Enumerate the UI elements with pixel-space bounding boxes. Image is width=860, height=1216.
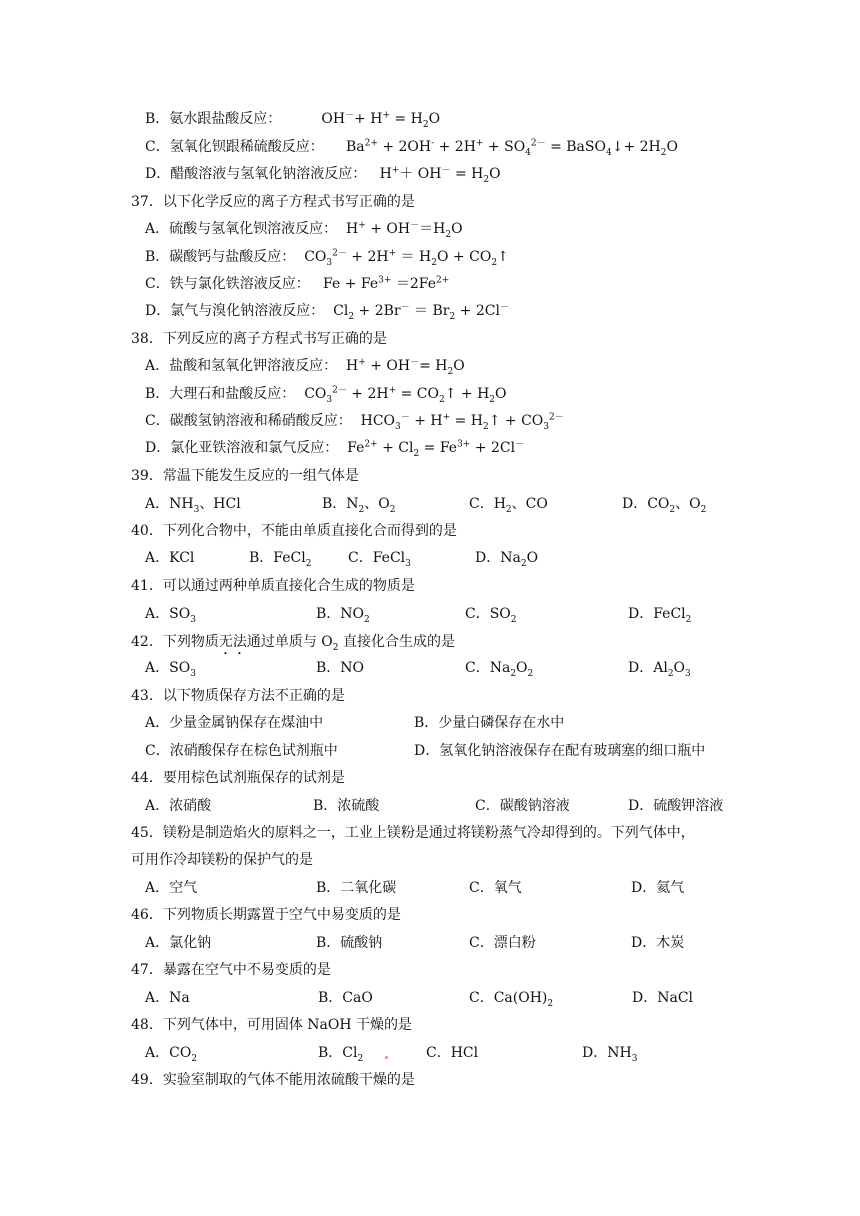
- question-text: 45．镁粉是制造焰火的原料之一，工业上镁粉是通过将镁粉蒸气冷却得到的。下列气体中，: [131, 825, 695, 841]
- option-text: D．$CO_2$、$O_2$: [622, 496, 707, 515]
- option-text: D．硫酸钾溶液: [628, 798, 724, 814]
- option-text: B．NO: [316, 660, 365, 676]
- option-text: B．$N_2$、$O_2$: [322, 496, 396, 515]
- option-text: A．KCl: [145, 550, 195, 566]
- option-text: B．$Cl_2$: [318, 1045, 364, 1064]
- option-text: B．浓硫酸: [313, 798, 380, 814]
- option-text: C．FeCl$_3$: [348, 550, 411, 569]
- question-text: 48．下列气体中，可用固体 NaOH 干燥的是: [131, 1017, 412, 1033]
- option-text: D．$Al_2O_3$: [628, 660, 691, 679]
- option-text: A．浓硝酸: [145, 798, 212, 814]
- option-text: A．空气: [145, 880, 198, 896]
- question-text: 可用作冷却镁粉的保护气的是: [131, 852, 313, 868]
- option-text: A．Na: [145, 990, 190, 1006]
- option-text: A．$NH_3$、HCl: [145, 496, 241, 515]
- option-text: C．碳酸钠溶液: [475, 798, 570, 814]
- option-text: D．醋酸溶液与氢氧化钠溶液反应： $H^++ OH^- = H_2O$: [145, 165, 501, 185]
- option-text: D．氯气与溴化钠溶液反应： $Cl_2 + 2Br^- = Br_2 + 2Cl^-$: [145, 302, 509, 322]
- option-text: C．$SO_2$: [465, 606, 517, 625]
- option-text: B．$NO_2$: [316, 606, 370, 625]
- option-text: A．$CO_2$: [145, 1045, 198, 1064]
- option-text: B．二氧化碳: [316, 880, 397, 896]
- option-text: C．氢氧化钡跟稀硫酸反应： $Ba^{2+} + 2OH^- + 2H^+ + SO_4^{2-}$ = BaSO$_4$↓+ $2H_2O$: [145, 138, 678, 158]
- option-text: A．$SO_3$: [145, 606, 196, 625]
- question-text: 38．下列反应的离子方程式书写正确的是: [131, 331, 387, 347]
- question-text: 39．常温下能发生反应的一组气体是: [131, 468, 359, 484]
- option-text: C．$Na_2O_2$: [465, 660, 534, 679]
- option-text: C．$H_2$、CO: [469, 496, 548, 515]
- option-text: D．FeCl$_2$: [628, 606, 692, 625]
- option-text: C．漂白粉: [469, 935, 536, 951]
- option-text: C．浓硝酸保存在棕色试剂瓶中: [145, 743, 338, 759]
- option-text: D．$Na_2O$: [475, 550, 539, 569]
- question-text: 49．实验室制取的气体不能用浓硫酸干燥的是: [131, 1072, 415, 1088]
- option-text: B．CaO: [318, 990, 373, 1006]
- question-text: 47．暴露在空气中不易变质的是: [131, 962, 331, 978]
- stray-mark: [385, 1056, 388, 1059]
- option-text: D．木炭: [631, 935, 685, 951]
- option-text: D．氦气: [631, 880, 685, 896]
- option-text: B．少量白磷保存在水中: [414, 715, 565, 731]
- question-text: 44．要用棕色试剂瓶保存的试剂是: [131, 770, 345, 786]
- option-text: B．硫酸钠: [316, 935, 383, 951]
- option-text: B．大理石和盐酸反应： $CO_3^{2-} + 2H^+$ = $CO_2↑ + H_2O$: [145, 385, 507, 405]
- option-text: B．碳酸钙与盐酸反应： $CO_3^{2-} + 2H^+ = H_2O$ + $CO_2↑$: [145, 248, 509, 268]
- option-text: D．NaCl: [632, 990, 694, 1006]
- question-text: 41．可以通过两种单质直接化合生成的物质是: [131, 578, 415, 594]
- option-text: D．氢氧化钠溶液保存在配有玻璃塞的细口瓶中: [414, 743, 706, 759]
- question-text: 40．下列化合物中，不能由单质直接化合而得到的是: [131, 523, 457, 539]
- option-text: B．氨水跟盐酸反应： $OH^-+ H^+ = H_2O$: [145, 110, 441, 130]
- question-text: 43．以下物质保存方法不正确的是: [131, 688, 345, 704]
- option-text: D．氯化亚铁溶液和氯气反应： $Fe^{2+} + Cl_2 = Fe^{3+} + 2Cl^-$: [145, 439, 525, 459]
- option-text: A．$SO_3$: [145, 660, 196, 679]
- option-text: A．少量金属钠保存在煤油中: [145, 715, 324, 731]
- option-text: B．FeCl$_2$: [249, 550, 312, 569]
- option-text: C．$Ca(OH)_2$: [469, 990, 554, 1009]
- option-text: D．$NH_3$: [582, 1045, 638, 1064]
- question-text: 42．下列物质无法通过单质与 $O_2$ 直接化合生成的是: [131, 634, 455, 653]
- option-text: A．盐酸和氢氧化钾溶液反应： $H^+ + OH^-= H_2O$: [145, 357, 465, 377]
- option-text: C．铁与氯化铁溶液反应： $Fe + Fe^{3+} =2Fe^{2+}$: [145, 275, 450, 292]
- option-text: C．氧气: [469, 880, 522, 896]
- question-text: 46．下列物质长期露置于空气中易变质的是: [131, 907, 401, 923]
- option-text: A．氯化钠: [145, 935, 212, 951]
- option-text: C．HCl: [426, 1045, 479, 1061]
- option-text: C．碳酸氢钠溶液和稀硝酸反应： $HCO_3^- + H^+$ = $H_2↑ + CO_3^{2-}$: [145, 412, 564, 432]
- question-text: 37．以下化学反应的离子方程式书写正确的是: [131, 194, 415, 210]
- option-text: A．硫酸与氢氧化钡溶液反应： $H^+ + OH^-=H_2O$: [145, 220, 463, 240]
